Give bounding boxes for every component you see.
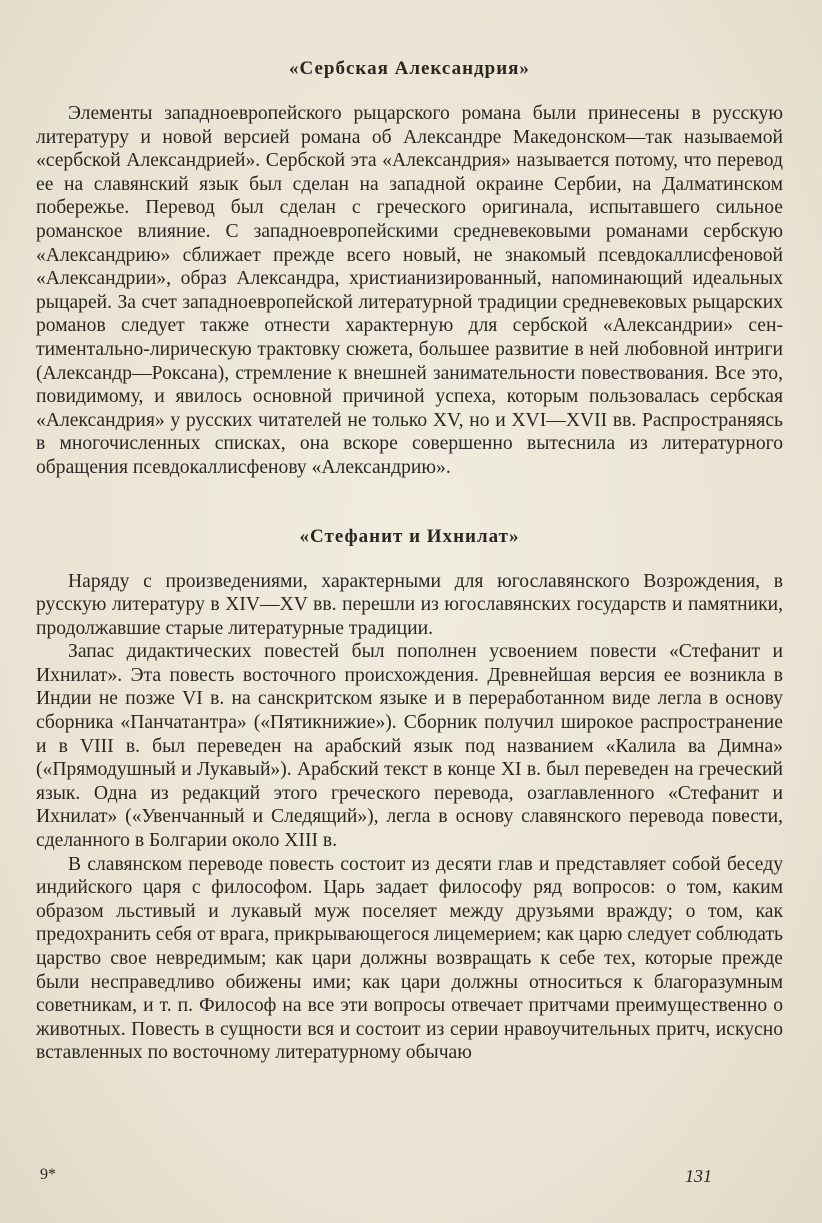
paragraph: Элементы западноевропейского рыцарского романа были принесены в русскую литературу и новой версией романа об Александре Македонском—так называемой «сербской Александрией». Сербской эта «Александрия» называется потому, что перевод ее на славянский язык был сделан на западной окраине Сербии, на Далматинском побережье. Перевод был сделан с греческого оригинала, испытавшего сильное романское влияние. С западноевропейскими средневековыми романами сербскую «Александрию» сближает прежде всего новый, не знакомый псевдокаллисфеновой «Александрии», образ Александра, христианизированный, напоминающий идеальных рыцарей. За счет западноевропейской литературной традиции средневековых рыцарских романов следует также отнести характерную для сербской «Александрии» сентиментально-лирическую трактовку сюжета, большее развитие в ней любовной интриги (Александр—Роксана), стремление к внешней занимательности повествования. Все это, повидимому, и явилось основной причиной успеха, которым пользовалась сербская «Александрия» у русских читателей не только XV, но и XVI—XVII вв. Распространяясь в многочисленных списках, она вскоре совершенно вытеснила из литературного обращения псевдокаллисфенову «Александрию». — [36, 103, 783, 478]
page-content — [36, 58, 783, 1065]
paragraph: Запас дидактических повестей был пополнен усвоением повести «Стефанит и Ихнилат». Эта повесть восточного происхождения. Древнейшая версия ее возникла в Индии не позже VI в. на санскритском языке и в переработанном виде легла в основу сборника «Панчатантра» («Пятикнижие»). Сборник получил широкое распространение и в VIII в. был переведен на арабский язык под названием «Калила ва Димна» («Прямодушный и Лукавый»). Арабский текст в конце XI в. был переведен на греческий язык. Одна из редакций этого греческого перевода, озаглавленного «Стефанит и Ихнилат» («Увенчанный и Следящий»), легла в основу славянского перевода повести, сделанного в Болгарии около XIII в. — [36, 641, 783, 852]
paragraph: Наряду с произведениями, характерными для югославянского Возрождения, в русскую литературу в XIV—XV вв. перешли из югославянских государств и памятники, продолжавшие старые литературные традиции. — [36, 570, 783, 639]
section-heading-serbian-alexandria: «Сербская Александрия» — [289, 58, 530, 79]
paragraph: В славянском переводе повесть состоит из десяти глав и представляет собой беседу индийского царя с философом. Царь задает философу ряд вопросов: о том, каким образом льстивый и лукавый муж поселяет между друзьями вражду; о том, как предохранить себя от врага, прикрывающегося лицемерием; как царю следует соблюдать царство свое невредимым; как цари должны возвращать к себе тех, которые прежде были несправедливо обижены ими; как цари должны относиться к благоразумным советникам, и т. п. Философ на все эти вопросы отвечает притчами преимущественно о животных. Повесть в сущности вся и состоит из серии нравоучительных притч, искусно вставленных по восточному литературному обычаю — [36, 853, 783, 1064]
printer-signature-mark: 9* — [40, 1166, 56, 1183]
section-heading-stefanit-ichnilat: «Стефанит и Ихнилат» — [299, 525, 520, 547]
page-number: 131 — [685, 1166, 712, 1186]
